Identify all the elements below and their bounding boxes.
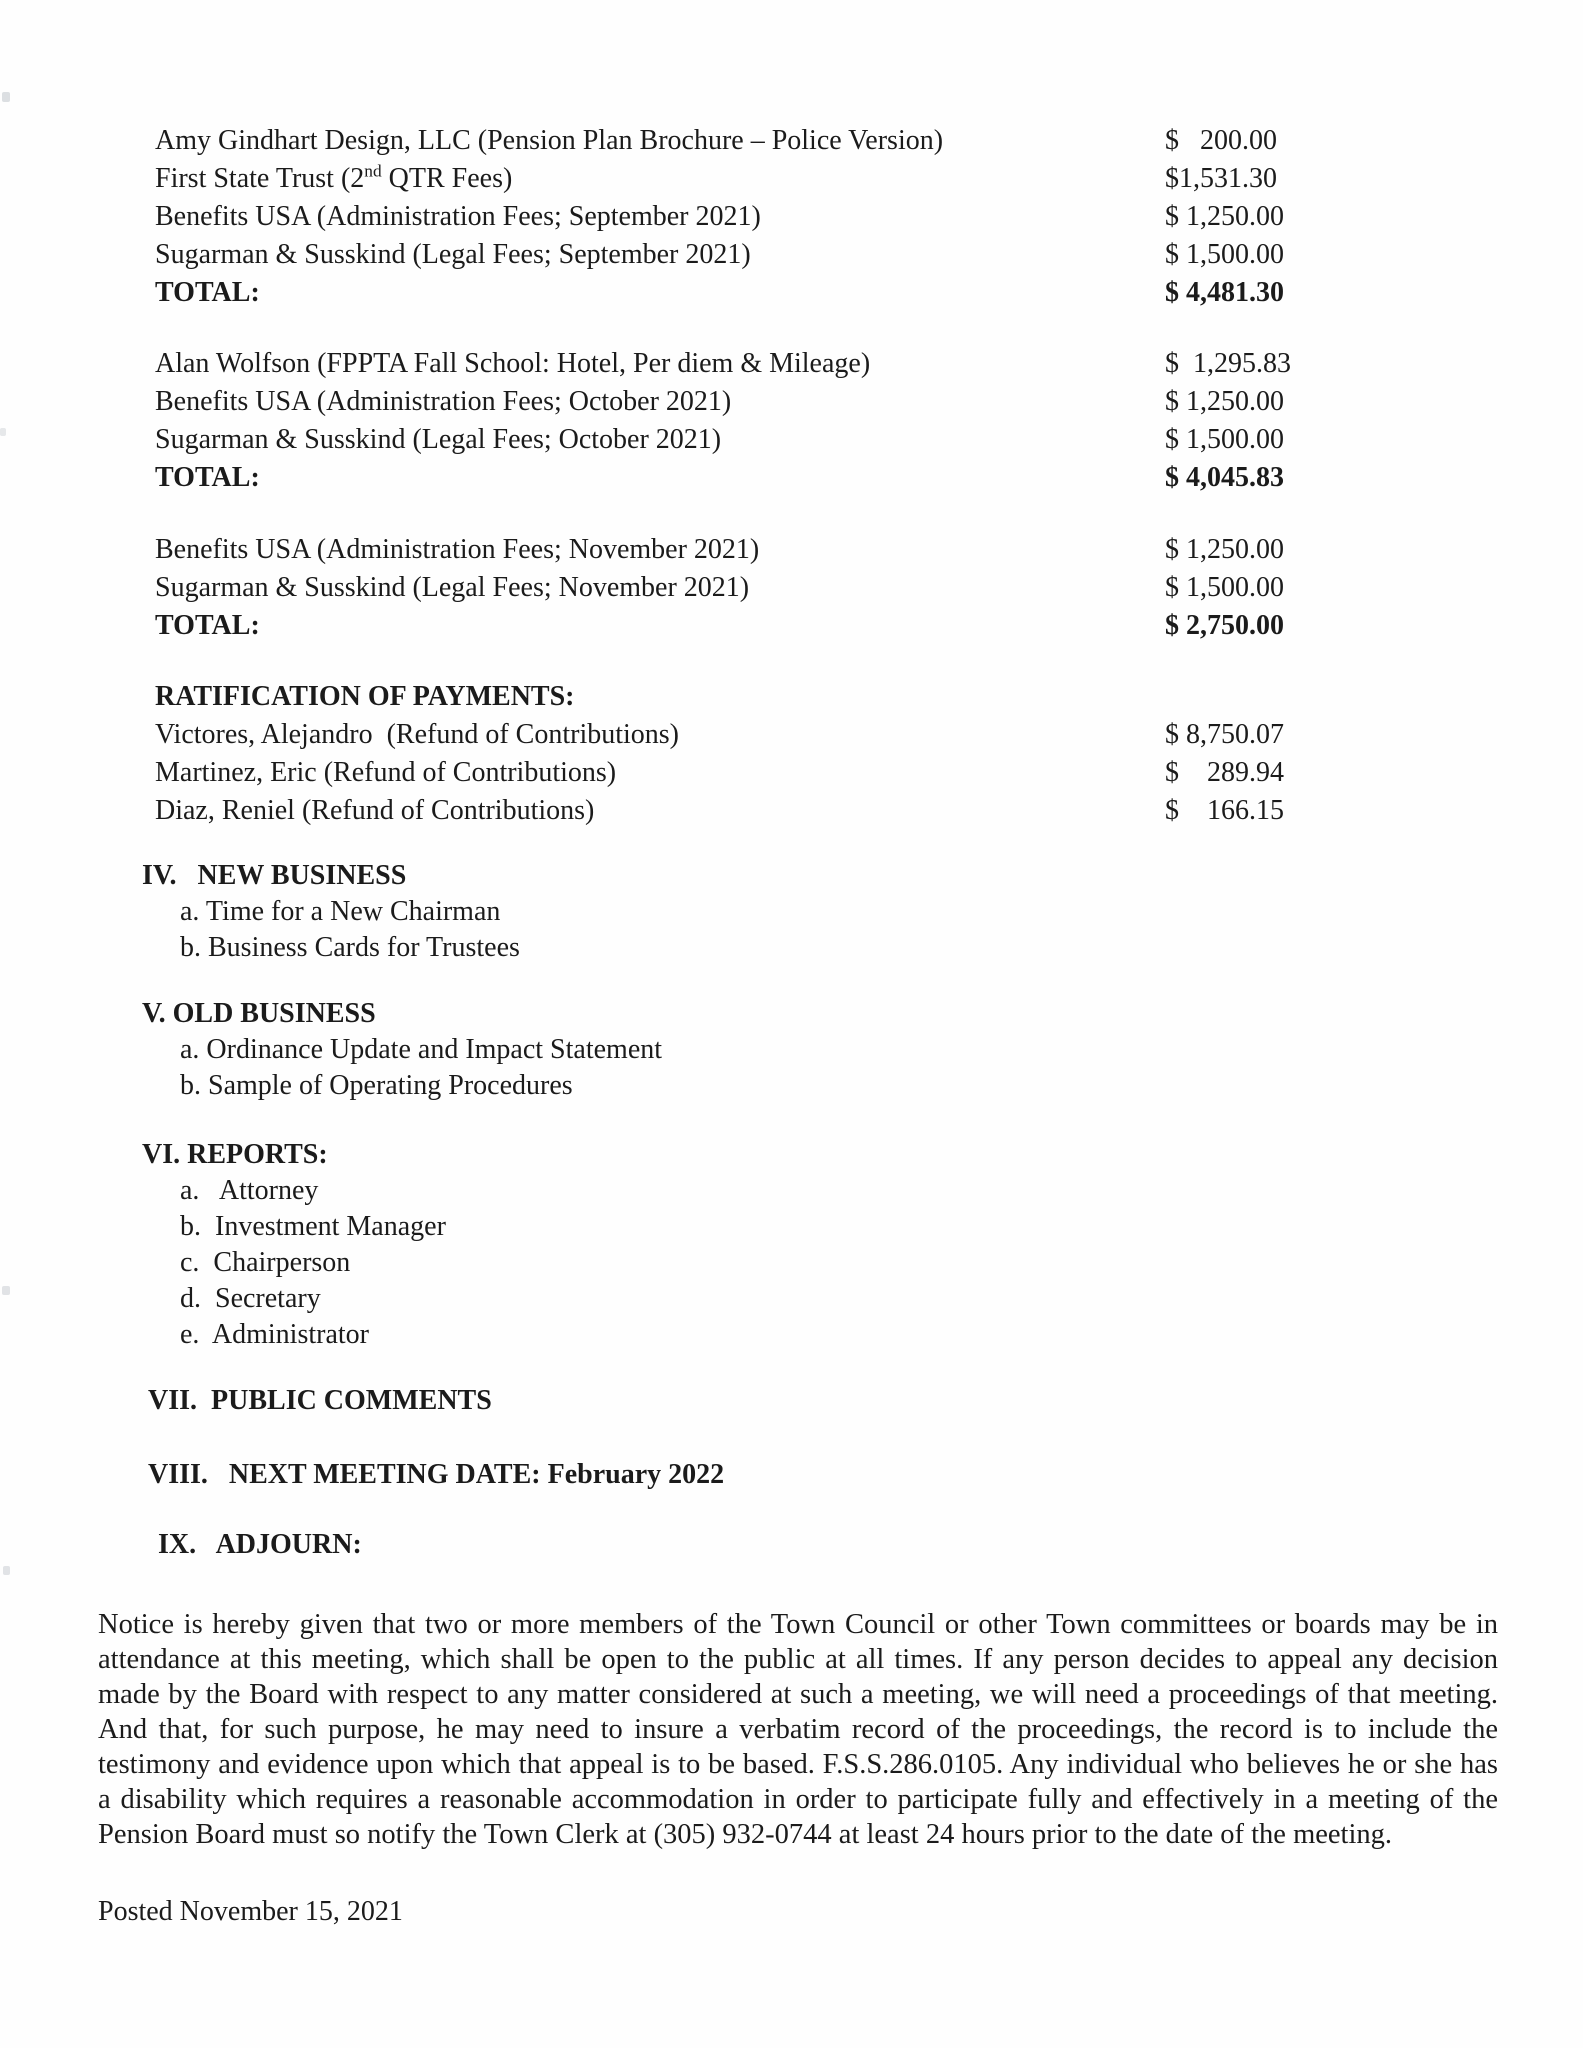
posted-date-footer: Posted November 15, 2021 [98, 1896, 403, 1927]
ratification-amount: $ 289.94 [1165, 757, 1284, 788]
expense-row [0, 236, 1583, 274]
section-adjourn [0, 1527, 1583, 1563]
expense-group-september [0, 122, 1583, 312]
ratification-amount: $ 8,750.07 [1165, 719, 1284, 750]
public-notice-paragraph: Notice is hereby given that two or more members of the Town Council or other Town committees or boards may be in attendance at this meeting, which shall be open to the public at all times. If any person decides to appeal any decision made by the Board with respect to any matter considered at such a meeting, we will need a proceedings of that meeting. And that, for such purpose, he may need to insure a verbatim record of the proceedings, the record is to include the testimony and evidence upon which that appeal is to be based. F.S.S.286.0105. Any individual who believes he or she has a disability which requires a reasonable accommodation in order to participate fully and effectively in a meeting of the Pension Board must so notify the Town Clerk at (305) 932-0744 at least 24 hours prior to the date of the meeting. [98, 1609, 1498, 1850]
agenda-item: b. Investment Manager [180, 1211, 446, 1242]
total-label: TOTAL: [155, 610, 260, 641]
section-public-comments [0, 1383, 1583, 1419]
ratification-row [0, 754, 1583, 792]
total-label: TOTAL: [155, 277, 260, 308]
expense-label: Alan Wolfson (FPPTA Fall School: Hotel, Per diem & Mileage) [155, 348, 871, 379]
expense-group-november [0, 531, 1583, 645]
expense-label: Benefits USA (Administration Fees; September 2021) [155, 201, 761, 232]
ratification-row [0, 716, 1583, 754]
total-row [0, 459, 1583, 497]
expense-row [0, 345, 1583, 383]
ratification-heading: RATIFICATION OF PAYMENTS: [155, 681, 575, 712]
expense-row [0, 421, 1583, 459]
section-heading: IX. ADJOURN: [158, 1529, 362, 1560]
agenda-item: a. Ordinance Update and Impact Statement [180, 1034, 663, 1065]
section-new-business [0, 858, 1583, 966]
agenda-item: b. Business Cards for Trustees [180, 932, 520, 963]
expense-label: Sugarman & Susskind (Legal Fees; November 2021) [155, 572, 750, 603]
section-heading: IV. NEW BUSINESS [142, 860, 407, 891]
agenda-item: d. Secretary [180, 1283, 321, 1314]
section-heading: V. OLD BUSINESS [142, 998, 376, 1029]
total-row [0, 607, 1583, 645]
expense-label: Sugarman & Susskind (Legal Fees; September 2021) [155, 239, 751, 270]
scan-artifact [3, 1566, 10, 1575]
scan-artifact [0, 428, 6, 436]
ratification-label: Victores, Alejandro (Refund of Contributions) [155, 719, 680, 750]
expense-label [155, 160, 1165, 198]
agenda-item: a. Time for a New Chairman [180, 896, 501, 927]
expense-label-text: QTR Fees) [381, 163, 513, 194]
expense-row [0, 160, 1583, 198]
expense-row [0, 198, 1583, 236]
expense-label-text: First State Trust (2 [155, 163, 365, 194]
agenda-item: a. Attorney [180, 1175, 319, 1206]
ratification-section [0, 678, 1583, 830]
total-row [0, 274, 1583, 312]
expense-amount: $ 1,500.00 [1165, 572, 1284, 603]
agenda-item: e. Administrator [180, 1319, 369, 1350]
expense-amount: $ 1,250.00 [1165, 534, 1284, 565]
expense-row [0, 122, 1583, 160]
ratification-label: Martinez, Eric (Refund of Contributions) [155, 757, 617, 788]
ratification-amount: $ 166.15 [1165, 795, 1284, 826]
total-amount: $ 4,045.83 [1165, 462, 1284, 493]
expense-group-october [0, 345, 1583, 497]
expense-label: Benefits USA (Administration Fees; October 2021) [155, 386, 732, 417]
agenda-item: c. Chairperson [180, 1247, 351, 1278]
section-heading: VI. REPORTS: [142, 1139, 328, 1170]
section-next-meeting-date [0, 1457, 1583, 1493]
expense-amount: $ 1,500.00 [1165, 424, 1284, 455]
expense-amount: $ 1,250.00 [1165, 201, 1284, 232]
section-reports [0, 1137, 1583, 1353]
expense-amount: $ 1,295.83 [1165, 348, 1291, 379]
expense-amount: $ 200.00 [1165, 125, 1277, 156]
total-amount: $ 2,750.00 [1165, 610, 1284, 641]
ordinal-superscript: nd [364, 161, 382, 181]
expense-amount: $1,531.30 [1165, 163, 1277, 194]
section-old-business [0, 996, 1583, 1104]
scan-artifact [2, 92, 10, 102]
expense-row [0, 569, 1583, 607]
expense-label: Sugarman & Susskind (Legal Fees; October 2021) [155, 424, 722, 455]
section-heading: VII. PUBLIC COMMENTS [148, 1385, 492, 1416]
section-heading: VIII. NEXT MEETING DATE: February 2022 [148, 1459, 725, 1490]
expense-amount: $ 1,500.00 [1165, 239, 1284, 270]
total-amount: $ 4,481.30 [1165, 277, 1284, 308]
expense-amount: $ 1,250.00 [1165, 386, 1284, 417]
total-label: TOTAL: [155, 462, 260, 493]
expense-label: Amy Gindhart Design, LLC (Pension Plan Brochure – Police Version) [155, 125, 944, 156]
agenda-item: b. Sample of Operating Procedures [180, 1070, 573, 1101]
ratification-row [0, 792, 1583, 830]
expense-row [0, 383, 1583, 421]
expense-label: Benefits USA (Administration Fees; November 2021) [155, 534, 760, 565]
ratification-label: Diaz, Reniel (Refund of Contributions) [155, 795, 595, 826]
expense-row [0, 531, 1583, 569]
scan-artifact [2, 1286, 10, 1295]
